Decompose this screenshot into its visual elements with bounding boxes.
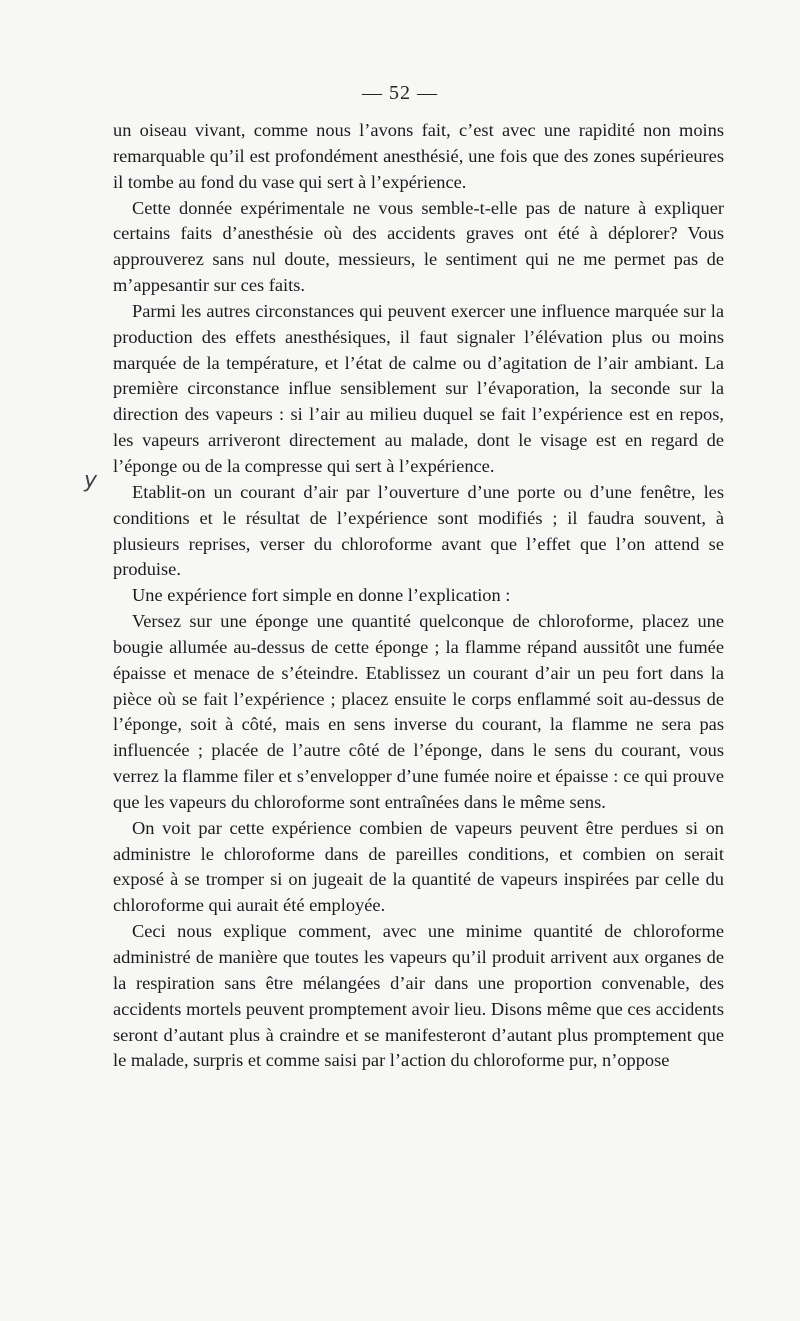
page-number: — 52 — — [362, 82, 438, 104]
paragraph-5: Une expérience fort simple en donne l’explication : — [132, 585, 511, 606]
paragraph-7: On voit par cette expérience combien de vapeurs peuvent être perdues si on administre le chloroforme dans de pareilles conditions, et combien on serait exposé à se tromper si on jugeait de la quantité de vapeurs inspirées par celle du chloroforme qui aurait été employée. — [113, 817, 724, 916]
paragraph-2: Cette donnée expérimentale ne vous semble-t-elle pas de nature à expliquer certains faits d’anesthésie où des accidents graves ont été à déplorer? Vous approuverez sans nul doute, messieurs, le sentiment qui ne me permet pas de m’appesantir sur ces faits. — [113, 197, 724, 296]
body-text — [113, 118, 724, 1074]
paragraph-8: Ceci nous explique comment, avec une minime quantité de chloroforme administré de manière que toutes les vapeurs qu’il produit arrivent aux organes de la respiration sans être mélangées d’air dans une proportion convenable, des accidents mortels peuvent promptement avoir lieu. Disons même que ces accidents seront d’autant plus à craindre et se manifesteront d’autant plus promptement que le malade, surpris et comme saisi par l’action du chloroforme pur, n’oppose — [113, 921, 724, 1071]
handwritten-margin-mark: y — [84, 468, 98, 493]
paragraph-1: un oiseau vivant, comme nous l’avons fait, c’est avec une rapidité non moins remarquable qu’il est profondément anesthésié, une fois que des zones supérieures il tombe au fond du vase qui sert à l’expérience. — [113, 120, 724, 192]
paragraph-3: Parmi les autres circonstances qui peuvent exercer une influence marquée sur la production des effets anesthésiques, il faut signaler l’élévation plus ou moins marquée de la température, et l’état de calme ou d’agitation de l’air ambiant. La première circonstance influe sensiblement sur l’évaporation, la seconde sur la direction des vapeurs : si l’air au milieu duquel se fait l’expérience est en repos, les vapeurs arriveront directement au malade, dont le visage est en regard de l’éponge ou de la compresse qui sert à l’expérience. — [113, 300, 724, 476]
paragraph-4: Etablit-on un courant d’air par l’ouverture d’une porte ou d’une fenêtre, les conditions et le résultat de l’expérience sont modifiés ; il faudra souvent, à plusieurs reprises, verser du chloroforme avant que l’effet que l’on attend se produise. — [113, 481, 724, 580]
paragraph-6: Versez sur une éponge une quantité quelconque de chloroforme, placez une bougie allumée au-dessus de cette éponge ; la flamme répand aussitôt une fumée épaisse et menace de s’éteindre. Etablissez un courant d’air un peu fort dans la pièce où se fait l’expérience ; placez ensuite le corps enflammé soit au-dessus de l’éponge, soit à côté, mais en sens inverse du courant, la flamme ne sera pas influencée ; placée de l’autre côté de l’éponge, dans le sens du courant, vous verrez la flamme filer et s’envelopper d’une fumée noire et épaisse : ce qui prouve que les vapeurs du chloroforme sont entraînées dans le même sens. — [113, 611, 724, 812]
